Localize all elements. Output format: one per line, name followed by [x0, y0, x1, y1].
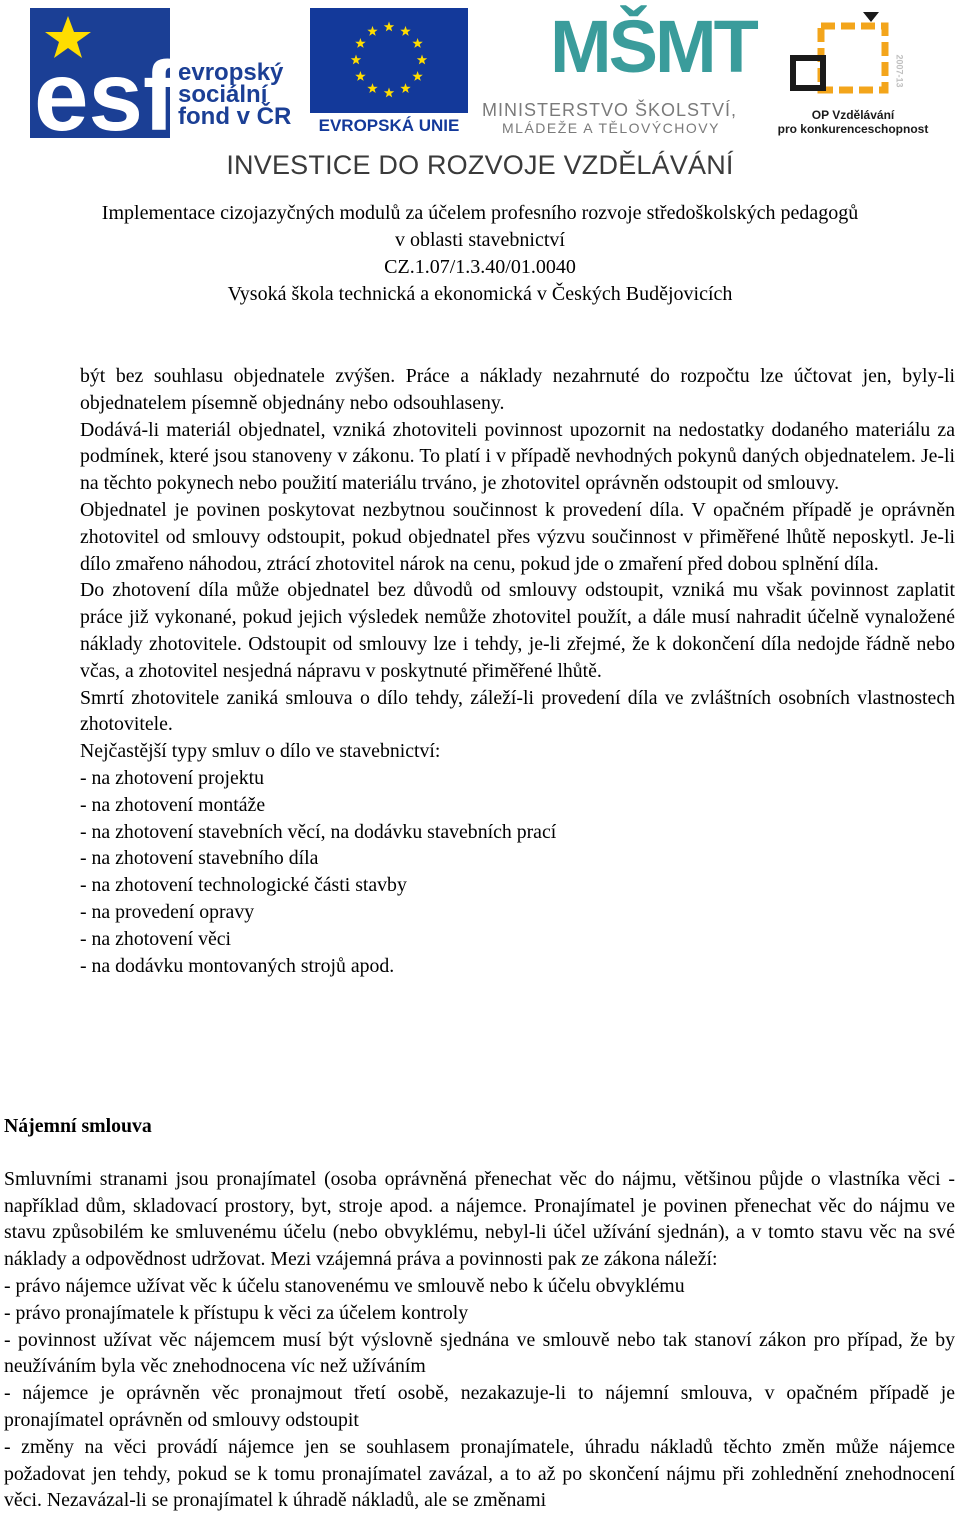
op-vk-logo: [763, 8, 943, 138]
list-item: - na zhotovení technologické části stavby: [80, 874, 407, 897]
list-item: - na zhotovení stavebních věcí, na dodávku stavebních prací: [80, 820, 557, 843]
op-text-line2: pro konkurenceschopnost: [777, 122, 929, 136]
list-item: - na zhotovení věci: [80, 927, 232, 950]
esf-text-line2: sociální: [178, 81, 268, 108]
op-vk-graphic: [763, 8, 943, 108]
esf-logo: [30, 8, 305, 138]
contract-types-heading: Nejčastější typy smluv o dílo ve stavebnictví:: [80, 740, 441, 763]
msmt-text-line1: MINISTERSTVO ŠKOLSTVÍ,: [482, 100, 738, 120]
eu-flag-icon: [310, 8, 468, 113]
project-institution: Vysoká škola technická a ekonomická v Českých Budějovicích: [227, 283, 733, 305]
msmt-text-line2: MLÁDEŽE A TĚLOVÝCHOVY: [502, 120, 720, 136]
banner-title: INVESTICE DO ROZVOJE VZDĚLÁVÁNÍ: [226, 150, 734, 180]
lease-section: [4, 1113, 955, 1514]
list-item: - nájemce je oprávněn věc pronajmout třetí osobě, nezakazuje-li to nájemní smlouva, v opačném případě je pronajímatel oprávněn od smlouvy odstoupit: [4, 1382, 955, 1431]
list-item: - na zhotovení projektu: [80, 766, 265, 789]
msmt-mark: MŠMT: [550, 5, 756, 88]
esf-mark-text: esf: [34, 41, 176, 138]
eu-label: EVROPSKÁ UNIE: [318, 116, 460, 135]
body-paragraph: Dodává-li materiál objednatel, vzniká zhotoviteli povinnost upozornit na nedostatky dodaného materiálu za podmínek, které jsou stanoveny v zákonu. To platí i v případě nevhodných pokynů daných objednatelem. Je-li na těchto pokynech nebo použití materiálu trváno, je zhotovitel oprávněn odstoupit od smlouvy.: [80, 418, 955, 495]
eu-logo: [310, 8, 468, 138]
list-item: - na zhotovení stavebního díla: [80, 847, 319, 870]
project-code: CZ.1.07/1.3.40/01.0040: [384, 256, 576, 278]
body-paragraph: Smrtí zhotovitele zaniká smlouva o dílo tehdy, záleží-li provedení díla ve zvláštních osobních vlastnostech zhotovitele.: [80, 686, 955, 736]
body-paragraph: být bez souhlasu objednatele zvýšen. Práce a náklady nezahrnuté do rozpočtu lze účtovat jen, byly-li objednatelem písemně objednány nebo odsouhlaseny.: [80, 365, 955, 414]
list-item: - právo pronajímatele k přístupu k věci za účelem kontroly: [4, 1301, 469, 1324]
list-item: - změny na věci provádí nájemce jen se souhlasem pronajímatele, úhradu nákladů těchto změn může nájemce požadovat jen tehdy, pokud se k tomu pronajímatel zavázal, a to až po skončení nájmu při zohlednění znehodnocení věci. Nezavázal-li se pronajímatel k úhradě nákladů, ale se změnami: [4, 1435, 955, 1512]
list-item: - na provedení opravy: [80, 900, 255, 923]
body-paragraph: Do zhotovení díla může objednatel bez důvodů od smlouvy odstoupit, vzniká mu však povinnost zaplatit práce již vykonané, pokud jejich výsledek nemůže zhotovitel použít, a dále musí nahradit účelně vynaložené náklady zhotovitele. Odstoupit od smlouvy lze i tehdy, je-li zřejmé, že k dokončení díla nedojde řádně nebo včas, a zhotovitel nesjedná nápravu v poskytnuté přiměřené lhůtě.: [80, 579, 955, 682]
section-paragraph: Smluvními stranami jsou pronajímatel (osoba oprávněná přenechat věc do nájmu, většinou půjde o vlastníka věci - například dům, skladovací prostory, byt, stroje apod. a nájemce. Pronajímatel je povinen přenechat věc do nájmu ve stavu způsobilém ke smluvenému účelu (nebo obvyklému, nebyl-li účel užívání sjednán), a v tomto stavu věc na své náklady a odpovědnost udržovat. Mezi vzájemná práva a povinnosti pak ze zákona náleží:: [4, 1167, 955, 1271]
logo-band: [0, 0, 960, 195]
list-item: - povinnost užívat věc nájemcem musí být výslovně sjednána ve smlouvě nebo tak stanoví zákon pro případ, že by neužíváním byla věc znehodnocena víc než užíváním: [4, 1328, 955, 1378]
msmt-logo: [480, 5, 756, 138]
list-item: - na dodávku montovaných strojů apod.: [80, 954, 395, 977]
body-paragraph: Objednatel je povinen poskytovat nezbytnou součinnost k provedení díla. V opačném případě je oprávněn zhotovitel od smlouvy odstoupit, pokud objednatel přes výzvu součinnost v přiměřené lhůtě neposkytl. Je-li dílo zmařeno náhodou, ztrácí zhotovitel nárok na cenu, pokud jde o zmaření před dobou splnění díla.: [80, 498, 955, 575]
esf-text-line3: fond v ČR: [178, 103, 292, 130]
list-item: - právo nájemce užívat věc k účelu stanovenému ve smlouvě nebo k účelu obvyklému: [4, 1274, 685, 1297]
section-heading: Nájemní smlouva: [4, 1115, 152, 1137]
esf-text-line1: evropský: [178, 59, 284, 86]
project-field: v oblasti stavebnictví: [395, 229, 565, 251]
list-item: - na zhotovení montáže: [80, 793, 266, 816]
op-text-line1: OP Vzdělávání: [811, 108, 895, 122]
project-title: Implementace cizojazyčných modulů za účelem profesního rozvoje středoškolských pedagogů: [101, 202, 859, 224]
document-body: [80, 363, 955, 979]
op-year: 2007-13: [894, 54, 905, 88]
project-header: [0, 200, 960, 308]
